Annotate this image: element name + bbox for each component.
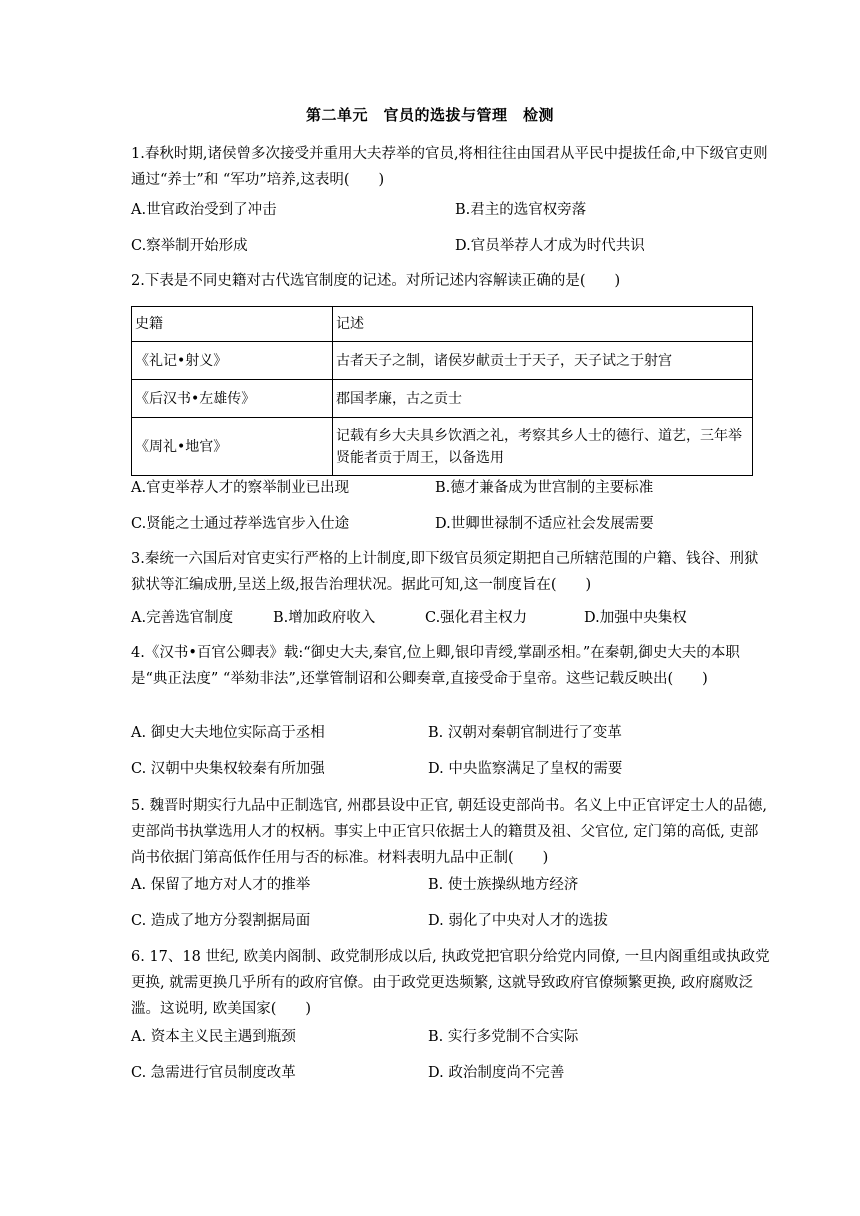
question-6-option-b: B. 实行多党制不合实际 <box>428 1029 579 1045</box>
question-5-option-d: D. 弱化了中央对人才的选拔 <box>428 913 608 929</box>
question-1-stem: 1.春秋时期,诸侯曾多次接受并重用大夫荐举的官员,将相往往由国君从平民中提拔任命,中下级官吏则通过“养士”和 “军功”培养,这表明( ) <box>131 146 768 188</box>
question-2-option-c: C.贤能之士通过荐举选官步入仕途 <box>131 516 350 532</box>
question-2-option-b: B.德才兼备成为世宫制的主要标准 <box>435 480 654 496</box>
question-3-option-a: A.完善选官制度 <box>131 610 234 626</box>
question-4-option-d: D. 中央监察满足了皇权的需要 <box>428 761 623 777</box>
question-4-option-b: B. 汉朝对秦朝官制进行了变革 <box>428 725 622 741</box>
question-1-option-a: A.世官政治受到了冲击 <box>131 202 277 218</box>
question-3-stem: 3.秦统一六国后对官吏实行严格的上计制度,即下级官员须定期把自己所辖范围的户籍、钱谷、刑狱狱状等汇编成册,呈送上级,报告治理状况。据此可知,这一制度旨在( ) <box>131 551 759 593</box>
question-1-option-d: D.官员举荐人才成为时代共识 <box>455 238 645 254</box>
question-2-option-a: A.官吏举荐人才的察举制业已出现 <box>131 480 350 496</box>
page-title: 第二单元 官员的选拔与管理 检测 <box>305 106 554 124</box>
table-cell: 《周礼•地官》 <box>132 418 333 476</box>
question-5-option-c: C. 造成了地方分裂割据局面 <box>131 913 311 929</box>
question-4-option-a: A. 御史大夫地位实际高于丞相 <box>131 725 325 741</box>
question-3-option-c: C.强化君主权力 <box>425 610 528 626</box>
table-header-cell: 史籍 <box>132 307 333 342</box>
table-cell: 郡国孝廉，古之贡士 <box>333 380 753 418</box>
question-1-option-c: C.察举制开始形成 <box>131 238 248 254</box>
question-5-option-a: A. 保留了地方对人才的推举 <box>131 877 311 893</box>
table-cell: 《礼记•射义》 <box>132 342 333 380</box>
question-6-option-a: A. 资本主义民主遇到瓶颈 <box>131 1029 296 1045</box>
table-cell: 古者天子之制，诸侯岁献贡士于天子，天子试之于射宫 <box>333 342 753 380</box>
question-4-option-c: C. 汉朝中央集权较秦有所加强 <box>131 761 325 777</box>
table-header-cell: 记述 <box>333 307 753 342</box>
question-5-stem: 5. 魏晋时期实行九品中正制选官, 州郡县设中正官, 朝廷设吏部尚书。名义上中正官评定士人的品德, 吏部尚书执掌选用人才的权柄。事实上中正官只依据士人的籍贯及祖、父官位, 定门第的高低, 吏部尚书依据门第高低作任用与否的标准。材料表明九品中正制( ) <box>131 798 767 866</box>
table-row <box>132 380 753 418</box>
question-3-option-d: D.加强中央集权 <box>584 610 687 626</box>
question-1-option-b: B.君主的选官权旁落 <box>455 202 587 218</box>
question-2-stem: 2.下表是不同史籍对古代选官制度的记述。对所记述内容解读正确的是( ) <box>131 273 621 289</box>
question-2-option-d: D.世卿世禄制不适应社会发展需要 <box>435 516 654 532</box>
question-6-stem: 6. 17、18 世纪, 欧美内阁制、政党制形成以后, 执政党把官职分给党内同僚, 一旦内阁重组或执政党更换, 就需更换几乎所有的政府官僚。由于政党更迭频繁, 这就导致政府官僚频繁更换, 政府腐败泛滥。这说明, 欧美国家( ) <box>131 949 770 1017</box>
question-6-option-d: D. 政治制度尚不完善 <box>428 1065 565 1081</box>
table-row <box>132 342 753 380</box>
question-6-option-c: C. 急需进行官员制度改革 <box>131 1065 296 1081</box>
question-3-option-b: B.增加政府收入 <box>273 610 376 626</box>
table-cell: 《后汉书•左雄传》 <box>132 380 333 418</box>
source-table <box>131 306 753 476</box>
table-row <box>132 418 753 476</box>
table-cell: 记载有乡大夫具乡饮酒之礼，考察其乡人士的德行、道艺，三年举贤能者贡于周王，以备选用 <box>333 418 753 476</box>
question-5-option-b: B. 使士族操纵地方经济 <box>428 877 579 893</box>
question-4-stem: 4.《汉书•百官公卿表》载:“御史大夫,秦官,位上卿,银印青绶,掌副丞相。”在秦朝,御史大夫的本职是“典正法度” “举劾非法”,还掌管制诏和公卿奏章,直接受命于皇帝。这些记载反映出( ) <box>131 645 740 687</box>
table-header-row <box>132 307 753 342</box>
